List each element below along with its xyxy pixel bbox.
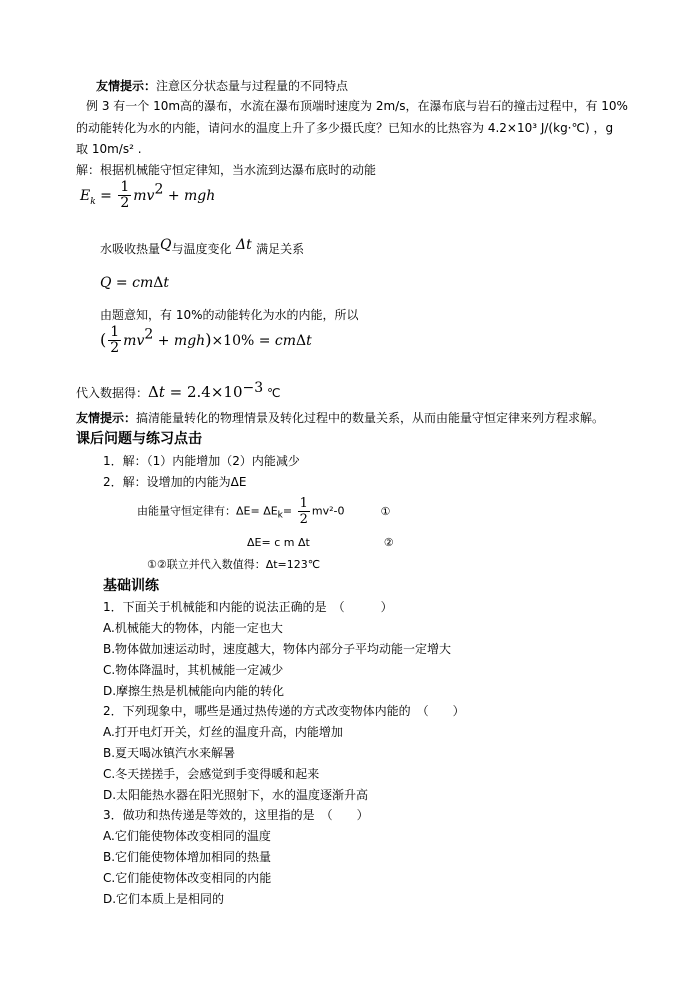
tip-1 bbox=[96, 78, 348, 94]
substitute-line: 代入数据得：$\Delta t = 2.4\times 10^{-3}$ ℃ bbox=[76, 380, 281, 401]
option: A.机械能大的物体，内能一定也大 bbox=[103, 621, 283, 635]
example-line-3: 取 10m/s² . bbox=[76, 142, 142, 156]
equation-marker: ② bbox=[383, 536, 394, 549]
tip-label: 友情提示： bbox=[76, 411, 137, 425]
ek-formula: $E_k$ = $\frac{1}{2}$ $mv^2$ + mgh bbox=[80, 179, 216, 211]
option: B.它们能使物体增加相同的热量 bbox=[103, 850, 272, 864]
tip-label: 友情提示： bbox=[96, 79, 157, 93]
option: B.物体做加速运动时，速度越大，物体内部分子平均动能一定增大 bbox=[103, 642, 452, 656]
example-line-2: 的动能转化为水的内能，请问水的温度上升了多少摄氏度？已知水的比热容为 4.2×10³ J/(kg·℃) ，g bbox=[76, 121, 614, 135]
energy-conservation-eq: 由能量守恒定律有：$\Delta E= \Delta E_k=$ $\frac{1}{2}$ mv²-0 ① bbox=[137, 496, 391, 527]
option: B.夏天喝冰镇汽水来解暑 bbox=[103, 746, 236, 760]
option: C.它们能使物体改变相同的内能 bbox=[103, 871, 272, 885]
answer-2: 2．解：设增加的内能为ΔE bbox=[103, 475, 247, 489]
tip-2 bbox=[76, 410, 604, 426]
section-title-exercises: 课后问题与练习点击 bbox=[76, 431, 202, 447]
option: A.打开电灯开关，灯丝的温度升高，内能增加 bbox=[103, 725, 343, 739]
tip-text: 注意区分状态量与过程量的不同特点 bbox=[156, 79, 349, 93]
ratio-text: 由题意知，有 10%的动能转化为水的内能，所以 bbox=[100, 308, 359, 322]
energy-equation: ( $\frac{1}{2}$ $mv^2 + mgh)\times 10\% = cm\Delta t$ bbox=[100, 324, 312, 356]
example-line-1: 例 3 有一个 10m高的瀑布，水流在瀑布顶端时速度为 2m/s，在瀑布底与岩石的撞击过程中，有 10% bbox=[86, 99, 628, 113]
heat-formula: Q = cmΔt bbox=[100, 275, 170, 291]
solution-intro: 解：根据机械能守恒定律知，当水流到达瀑布底时的动能 bbox=[76, 163, 377, 177]
option: C.物体降温时，其机械能一定减少 bbox=[103, 663, 284, 677]
tip-text: 搞清能量转化的物理情景及转化过程中的数量关系，从而由能量守恒定律来列方程求解。 bbox=[136, 411, 605, 425]
question-2: 2．下列现象中，哪些是通过热传递的方式改变物体内能的 （ ） bbox=[103, 704, 465, 718]
question-1: 1．下面关于机械能和内能的说法正确的是 （ ） bbox=[103, 600, 393, 614]
heat-relation-text: 水吸收热量Q与温度变化 Δt 满足关系 bbox=[100, 237, 305, 256]
option: A.它们能使物体改变相同的温度 bbox=[103, 829, 271, 843]
option: D.摩擦生热是机械能向内能的转化 bbox=[103, 684, 285, 698]
option: D.它们本质上是相同的 bbox=[103, 892, 225, 906]
equation-marker: ① bbox=[380, 504, 391, 518]
option: D.太阳能热水器在阳光照射下，水的温度逐渐升高 bbox=[103, 788, 369, 802]
heat-capacity-eq: ΔE= c m Δt ② bbox=[247, 536, 394, 549]
section-title-basic-training: 基础训练 bbox=[103, 578, 159, 594]
answer-1: 1．解：（1）内能增加（2）内能减少 bbox=[103, 454, 300, 468]
question-3: 3．做功和热传递是等效的，这里指的是 （ ） bbox=[103, 808, 369, 822]
option: C.冬天搓搓手，会感觉到手变得暖和起来 bbox=[103, 767, 320, 781]
combined-result: ①②联立并代入数值得：Δt=123℃ bbox=[147, 558, 321, 571]
